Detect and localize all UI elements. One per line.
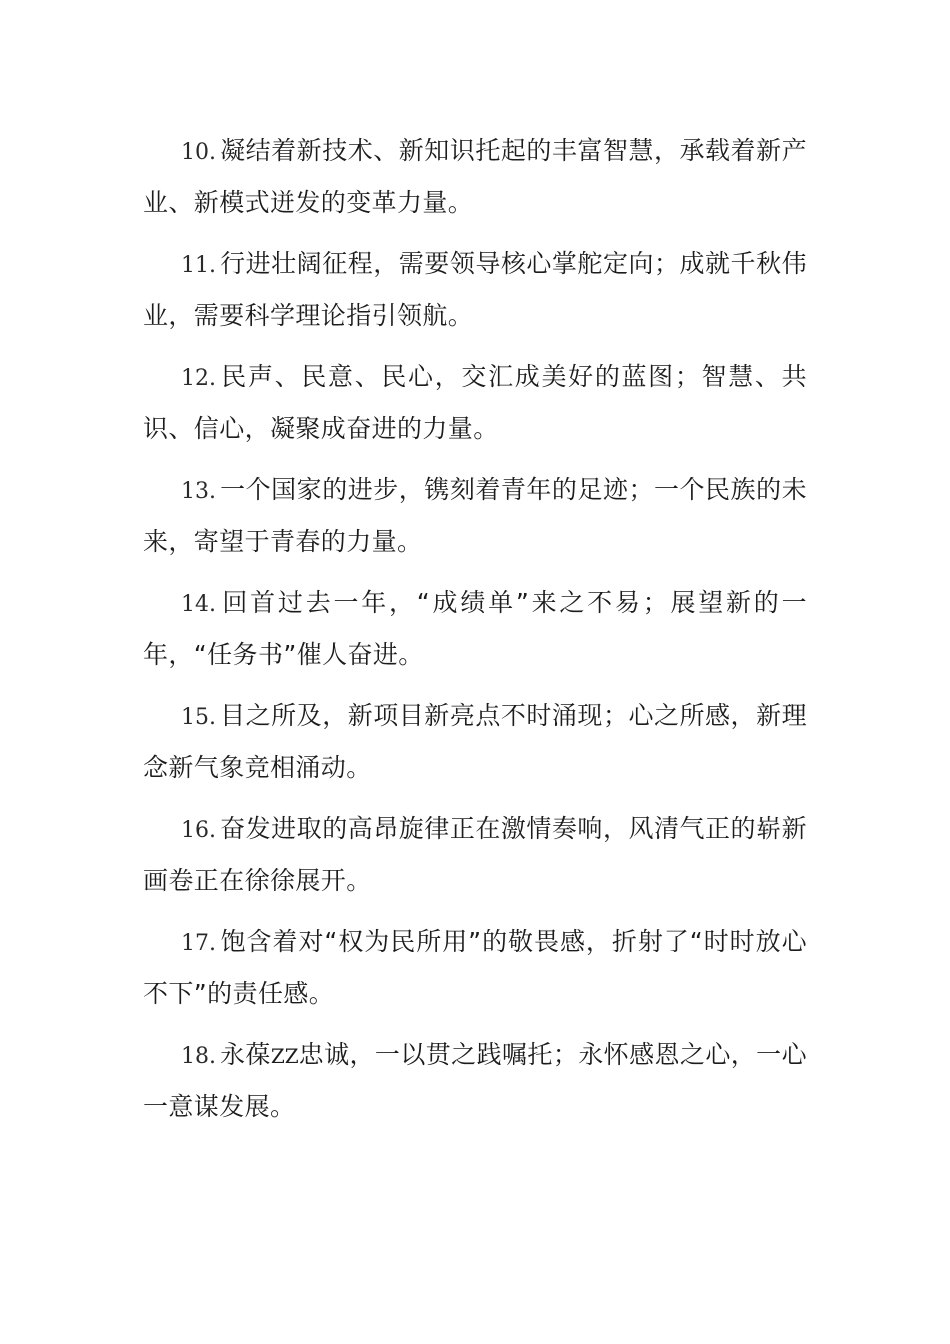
paragraph-10 — [143, 126, 807, 228]
paragraph-11 — [143, 239, 807, 341]
item-text: 一个国家的进步，镌刻着青年的足迹；一个民族的未来，寄望于青春的力量。 — [143, 475, 807, 556]
item-number: 16. — [181, 818, 216, 843]
paragraph-16 — [143, 804, 807, 906]
item-number: 11. — [181, 253, 216, 278]
item-text-after: 忠诚，一以贯之践嘱托；永怀感恩之心，一心一意谋发展。 — [143, 1040, 807, 1121]
item-text: 民声、民意、民心，交汇成美好的蓝图；智慧、共识、信心，凝聚成奋进的力量。 — [143, 362, 807, 443]
paragraph-17 — [143, 917, 807, 1019]
item-text: 行进壮阔征程，需要领导核心掌舵定向；成就千秋伟业，需要科学理论指引领航。 — [143, 249, 807, 330]
item-text: 回首过去一年，“成绩单”来之不易；展望新的一年，“任务书”催人奋进。 — [143, 588, 807, 669]
item-number: 13. — [181, 479, 216, 504]
item-number: 14. — [181, 592, 216, 617]
item-latin-text: ZZ — [270, 1044, 299, 1068]
paragraph-15 — [143, 691, 807, 793]
item-number: 17. — [181, 931, 216, 956]
item-text: 奋发进取的高昂旋律正在激情奏响，风清气正的崭新画卷正在徐徐展开。 — [143, 814, 807, 895]
item-number: 18. — [181, 1044, 216, 1069]
item-text: 目之所及，新项目新亮点不时涌现；心之所感，新理念新气象竞相涌动。 — [143, 701, 807, 782]
item-text: 凝结着新技术、新知识托起的丰富智慧，承载着新产业、新模式迸发的变革力量。 — [143, 136, 807, 217]
paragraph-12 — [143, 352, 807, 454]
paragraph-14 — [143, 578, 807, 680]
item-text-before: 永葆 — [220, 1040, 271, 1069]
item-number: 12. — [181, 366, 216, 391]
document-body — [143, 126, 807, 1143]
item-number: 10. — [181, 140, 216, 165]
paragraph-13 — [143, 465, 807, 567]
item-text: 饱含着对“权为民所用”的敬畏感，折射了“时时放心不下”的责任感。 — [143, 927, 807, 1008]
paragraph-18 — [143, 1030, 807, 1132]
item-number: 15. — [181, 705, 216, 730]
